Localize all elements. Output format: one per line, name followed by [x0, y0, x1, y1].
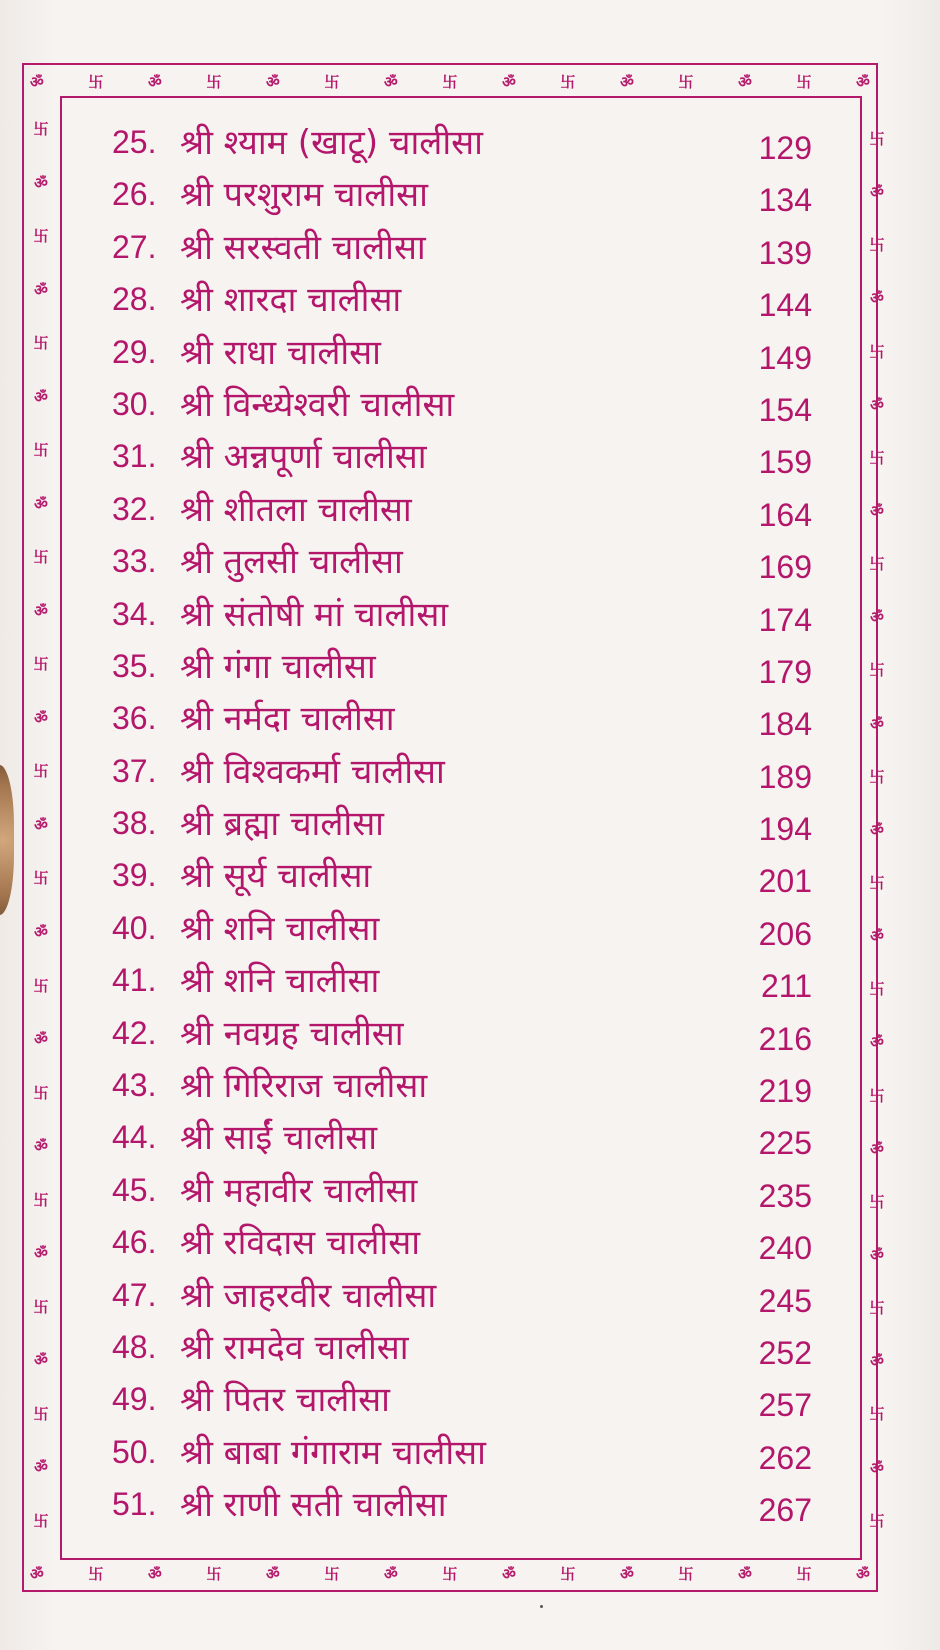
entry-number: 34. [112, 595, 157, 632]
entry-title: श्री राणी सती चालीसा [180, 1485, 447, 1526]
swastika-symbol-icon: 卐 [88, 1565, 104, 1583]
toc-entry [90, 1216, 840, 1268]
swastika-symbol-icon: 卐 [869, 1405, 885, 1424]
om-symbol-icon: ॐ [870, 1245, 884, 1264]
om-symbol-icon: ॐ [870, 820, 884, 839]
bottom-ornament-row [30, 1562, 870, 1586]
toc-entry [90, 1373, 840, 1425]
swastika-symbol-icon: 卐 [33, 976, 49, 995]
entry-number: 30. [112, 385, 157, 422]
swastika-symbol-icon: 卐 [560, 73, 576, 91]
toc-entry [90, 430, 840, 482]
entry-number: 40. [112, 909, 157, 946]
entry-page-number: 225 [758, 1125, 812, 1162]
entry-number: 50. [112, 1433, 157, 1470]
entry-title: श्री अन्नपूर्णा चालीसा [180, 437, 427, 478]
swastika-symbol-icon: 卐 [869, 555, 885, 574]
swastika-symbol-icon: 卐 [869, 448, 885, 467]
om-symbol-icon: ॐ [30, 73, 44, 91]
entry-title: श्री जाहरवीर चालीसा [180, 1275, 437, 1316]
entry-title: श्री श्याम (खाटू) चालीसा [180, 123, 483, 163]
entry-title: श्री शनि चालीसा [180, 961, 380, 1002]
toc-entry [90, 221, 840, 273]
entry-number: 49. [112, 1381, 157, 1418]
swastika-symbol-icon: 卐 [869, 1511, 885, 1530]
swastika-symbol-icon: 卐 [869, 1086, 885, 1105]
toc-entry [90, 1426, 840, 1478]
entry-page-number: 159 [758, 444, 812, 481]
entry-page-number: 252 [758, 1334, 812, 1371]
swastika-symbol-icon: 卐 [869, 236, 885, 255]
swastika-symbol-icon: 卐 [869, 130, 885, 148]
entry-page-number: 179 [758, 653, 812, 690]
entry-number: 46. [112, 1224, 157, 1261]
toc-entry [90, 1059, 840, 1111]
om-symbol-icon: ॐ [34, 1137, 48, 1156]
om-symbol-icon: ॐ [738, 1565, 752, 1583]
top-ornament-row [30, 70, 870, 94]
entry-page-number: 267 [758, 1492, 812, 1529]
entry-title: श्री साईं चालीसा [180, 1118, 378, 1159]
entry-page-number: 219 [758, 1073, 812, 1110]
om-symbol-icon: ॐ [266, 73, 280, 91]
om-symbol-icon: ॐ [34, 708, 48, 727]
entry-page-number: 144 [758, 287, 812, 324]
entry-number: 47. [112, 1276, 157, 1313]
om-symbol-icon: ॐ [870, 608, 884, 627]
swastika-symbol-icon: 卐 [206, 1565, 222, 1583]
entry-title: श्री रविदास चालीसा [180, 1223, 420, 1264]
toc-entry [90, 273, 840, 325]
om-symbol-icon: ॐ [34, 922, 48, 941]
toc-entry [90, 378, 840, 430]
entry-page-number: 169 [758, 549, 812, 586]
entry-title: श्री विन्ध्येश्वरी चालीसा [180, 384, 455, 425]
toc-entry [90, 1111, 840, 1163]
entry-page-number: 184 [758, 706, 812, 743]
om-symbol-icon: ॐ [870, 183, 884, 202]
toc-entry [90, 116, 840, 168]
entry-number: 39. [112, 857, 157, 894]
entry-page-number: 257 [758, 1387, 812, 1424]
swastika-symbol-icon: 卐 [324, 73, 340, 91]
entry-number: 25. [112, 124, 157, 160]
swastika-symbol-icon: 卐 [869, 980, 885, 999]
swastika-symbol-icon: 卐 [442, 1565, 458, 1583]
entry-title: श्री गिरिराज चालीसा [180, 1066, 428, 1107]
om-symbol-icon: ॐ [384, 1565, 398, 1583]
entry-page-number: 216 [758, 1020, 812, 1057]
toc-entry [90, 1007, 840, 1059]
swastika-symbol-icon: 卐 [560, 1565, 576, 1583]
om-symbol-icon: ॐ [34, 1244, 48, 1263]
toc-entry [90, 483, 840, 535]
om-symbol-icon: ॐ [870, 289, 884, 308]
swastika-symbol-icon: 卐 [33, 1404, 49, 1423]
om-symbol-icon: ॐ [34, 387, 48, 406]
entry-title: श्री पितर चालीसा [180, 1380, 390, 1421]
om-symbol-icon: ॐ [148, 73, 162, 91]
swastika-symbol-icon: 卐 [33, 548, 49, 567]
toc-entry [90, 535, 840, 587]
entry-number: 38. [112, 805, 157, 842]
entry-title: श्री सरस्वती चालीसा [180, 227, 426, 268]
entry-number: 27. [112, 228, 157, 265]
swastika-symbol-icon: 卐 [33, 762, 49, 781]
entry-page-number: 235 [758, 1177, 812, 1214]
entry-title: श्री राधा चालीसा [180, 332, 381, 373]
entry-page-number: 154 [758, 391, 812, 428]
toc-entry [90, 797, 840, 849]
entry-title: श्री विश्वकर्मा चालीसा [180, 751, 445, 792]
om-symbol-icon: ॐ [856, 73, 870, 91]
entry-title: श्री सूर्य चालीसा [180, 856, 372, 897]
entry-title: श्री संतोषी मां चालीसा [180, 594, 449, 635]
swastika-symbol-icon: 卐 [869, 342, 885, 361]
swastika-symbol-icon: 卐 [33, 441, 49, 460]
om-symbol-icon: ॐ [502, 1565, 516, 1583]
entry-number: 42. [112, 1014, 157, 1051]
toc-entry [90, 1478, 840, 1530]
entry-number: 51. [112, 1486, 157, 1523]
entry-title: श्री शारदा चालीसा [180, 280, 402, 321]
swastika-symbol-icon: 卐 [796, 1565, 812, 1583]
om-symbol-icon: ॐ [870, 501, 884, 520]
om-symbol-icon: ॐ [856, 1565, 870, 1583]
swastika-symbol-icon: 卐 [33, 334, 49, 353]
om-symbol-icon: ॐ [502, 73, 516, 91]
om-symbol-icon: ॐ [34, 494, 48, 513]
om-symbol-icon: ॐ [30, 1565, 44, 1583]
swastika-symbol-icon: 卐 [206, 73, 222, 91]
entry-page-number: 211 [760, 968, 812, 1005]
entry-title: श्री बाबा गंगाराम चालीसा [180, 1432, 486, 1473]
entry-number: 48. [112, 1328, 157, 1365]
entry-page-number: 194 [758, 811, 812, 848]
entry-number: 37. [112, 752, 157, 789]
swastika-symbol-icon: 卐 [678, 1565, 694, 1583]
entry-number: 28. [112, 281, 157, 318]
entry-title: श्री शीतला चालीसा [180, 489, 412, 530]
swastika-symbol-icon: 卐 [33, 1297, 49, 1316]
swastika-symbol-icon: 卐 [796, 73, 812, 91]
entry-title: श्री रामदेव चालीसा [180, 1327, 409, 1368]
swastika-symbol-icon: 卐 [33, 655, 49, 674]
om-symbol-icon: ॐ [870, 714, 884, 733]
entry-number: 43. [112, 1067, 157, 1104]
entry-number: 41. [112, 962, 157, 999]
entry-page-number: 129 [758, 130, 812, 166]
om-symbol-icon: ॐ [34, 601, 48, 620]
entry-title: श्री शनि चालीसा [180, 908, 380, 949]
toc-entry [90, 849, 840, 901]
om-symbol-icon: ॐ [34, 815, 48, 834]
swastika-symbol-icon: 卐 [324, 1565, 340, 1583]
entry-title: श्री गंगा चालीसा [180, 646, 376, 687]
swastika-symbol-icon: 卐 [33, 1190, 49, 1209]
table-of-contents [90, 116, 840, 1531]
om-symbol-icon: ॐ [870, 927, 884, 946]
entry-title: श्री परशुराम चालीसा [180, 175, 428, 216]
entry-page-number: 206 [758, 915, 812, 952]
swastika-symbol-icon: 卐 [869, 1299, 885, 1318]
entry-title: श्री महावीर चालीसा [180, 1170, 418, 1211]
toc-entry [90, 326, 840, 378]
toc-entry [90, 954, 840, 1006]
entry-page-number: 164 [758, 496, 812, 533]
toc-entry [90, 1164, 840, 1216]
entry-page-number: 189 [758, 758, 812, 795]
entry-page-number: 134 [758, 182, 812, 219]
om-symbol-icon: ॐ [266, 1565, 280, 1583]
swastika-symbol-icon: 卐 [33, 120, 49, 138]
entry-page-number: 174 [758, 601, 812, 638]
swastika-symbol-icon: 卐 [88, 73, 104, 91]
toc-entry [90, 640, 840, 692]
entry-page-number: 149 [758, 339, 812, 376]
entry-number: 29. [112, 333, 157, 370]
swastika-symbol-icon: 卐 [33, 1511, 49, 1530]
swastika-symbol-icon: 卐 [33, 227, 49, 246]
entry-number: 26. [112, 176, 157, 213]
toc-entry [90, 745, 840, 797]
om-symbol-icon: ॐ [870, 1139, 884, 1158]
ink-speck [540, 1605, 543, 1608]
entry-page-number: 139 [758, 234, 812, 271]
entry-page-number: 262 [758, 1439, 812, 1476]
toc-entry [90, 1269, 840, 1321]
om-symbol-icon: ॐ [34, 1030, 48, 1049]
om-symbol-icon: ॐ [34, 280, 48, 299]
om-symbol-icon: ॐ [870, 1458, 884, 1477]
om-symbol-icon: ॐ [620, 73, 634, 91]
om-symbol-icon: ॐ [34, 1351, 48, 1370]
entry-number: 35. [112, 647, 157, 684]
toc-entry [90, 1321, 840, 1373]
entry-title: श्री नर्मदा चालीसा [180, 699, 395, 740]
swastika-symbol-icon: 卐 [678, 73, 694, 91]
entry-page-number: 201 [758, 863, 812, 900]
entry-page-number: 245 [758, 1282, 812, 1319]
entry-number: 45. [112, 1171, 157, 1208]
toc-entry [90, 902, 840, 954]
left-ornament-column [26, 120, 56, 1530]
swastika-symbol-icon: 卐 [869, 661, 885, 680]
om-symbol-icon: ॐ [148, 1565, 162, 1583]
toc-entry [90, 588, 840, 640]
toc-entry [90, 692, 840, 744]
om-symbol-icon: ॐ [738, 73, 752, 91]
swastika-symbol-icon: 卐 [869, 873, 885, 892]
om-symbol-icon: ॐ [870, 1033, 884, 1052]
entry-number: 31. [112, 438, 157, 475]
om-symbol-icon: ॐ [384, 73, 398, 91]
swastika-symbol-icon: 卐 [869, 1192, 885, 1211]
entry-number: 33. [112, 543, 157, 580]
swastika-symbol-icon: 卐 [869, 767, 885, 786]
om-symbol-icon: ॐ [870, 395, 884, 414]
entry-title: श्री नवग्रह चालीसा [180, 1013, 404, 1054]
entry-number: 44. [112, 1119, 157, 1156]
entry-number: 36. [112, 700, 157, 737]
entry-title: श्री तुलसी चालीसा [180, 542, 403, 583]
toc-entry [90, 168, 840, 220]
right-ornament-column [862, 130, 892, 1530]
entry-number: 32. [112, 490, 157, 527]
om-symbol-icon: ॐ [34, 173, 48, 192]
om-symbol-icon: ॐ [620, 1565, 634, 1583]
swastika-symbol-icon: 卐 [442, 73, 458, 91]
om-symbol-icon: ॐ [870, 1352, 884, 1371]
om-symbol-icon: ॐ [34, 1458, 48, 1477]
entry-page-number: 240 [758, 1230, 812, 1267]
swastika-symbol-icon: 卐 [33, 869, 49, 888]
swastika-symbol-icon: 卐 [33, 1083, 49, 1102]
entry-title: श्री ब्रह्मा चालीसा [180, 804, 384, 845]
